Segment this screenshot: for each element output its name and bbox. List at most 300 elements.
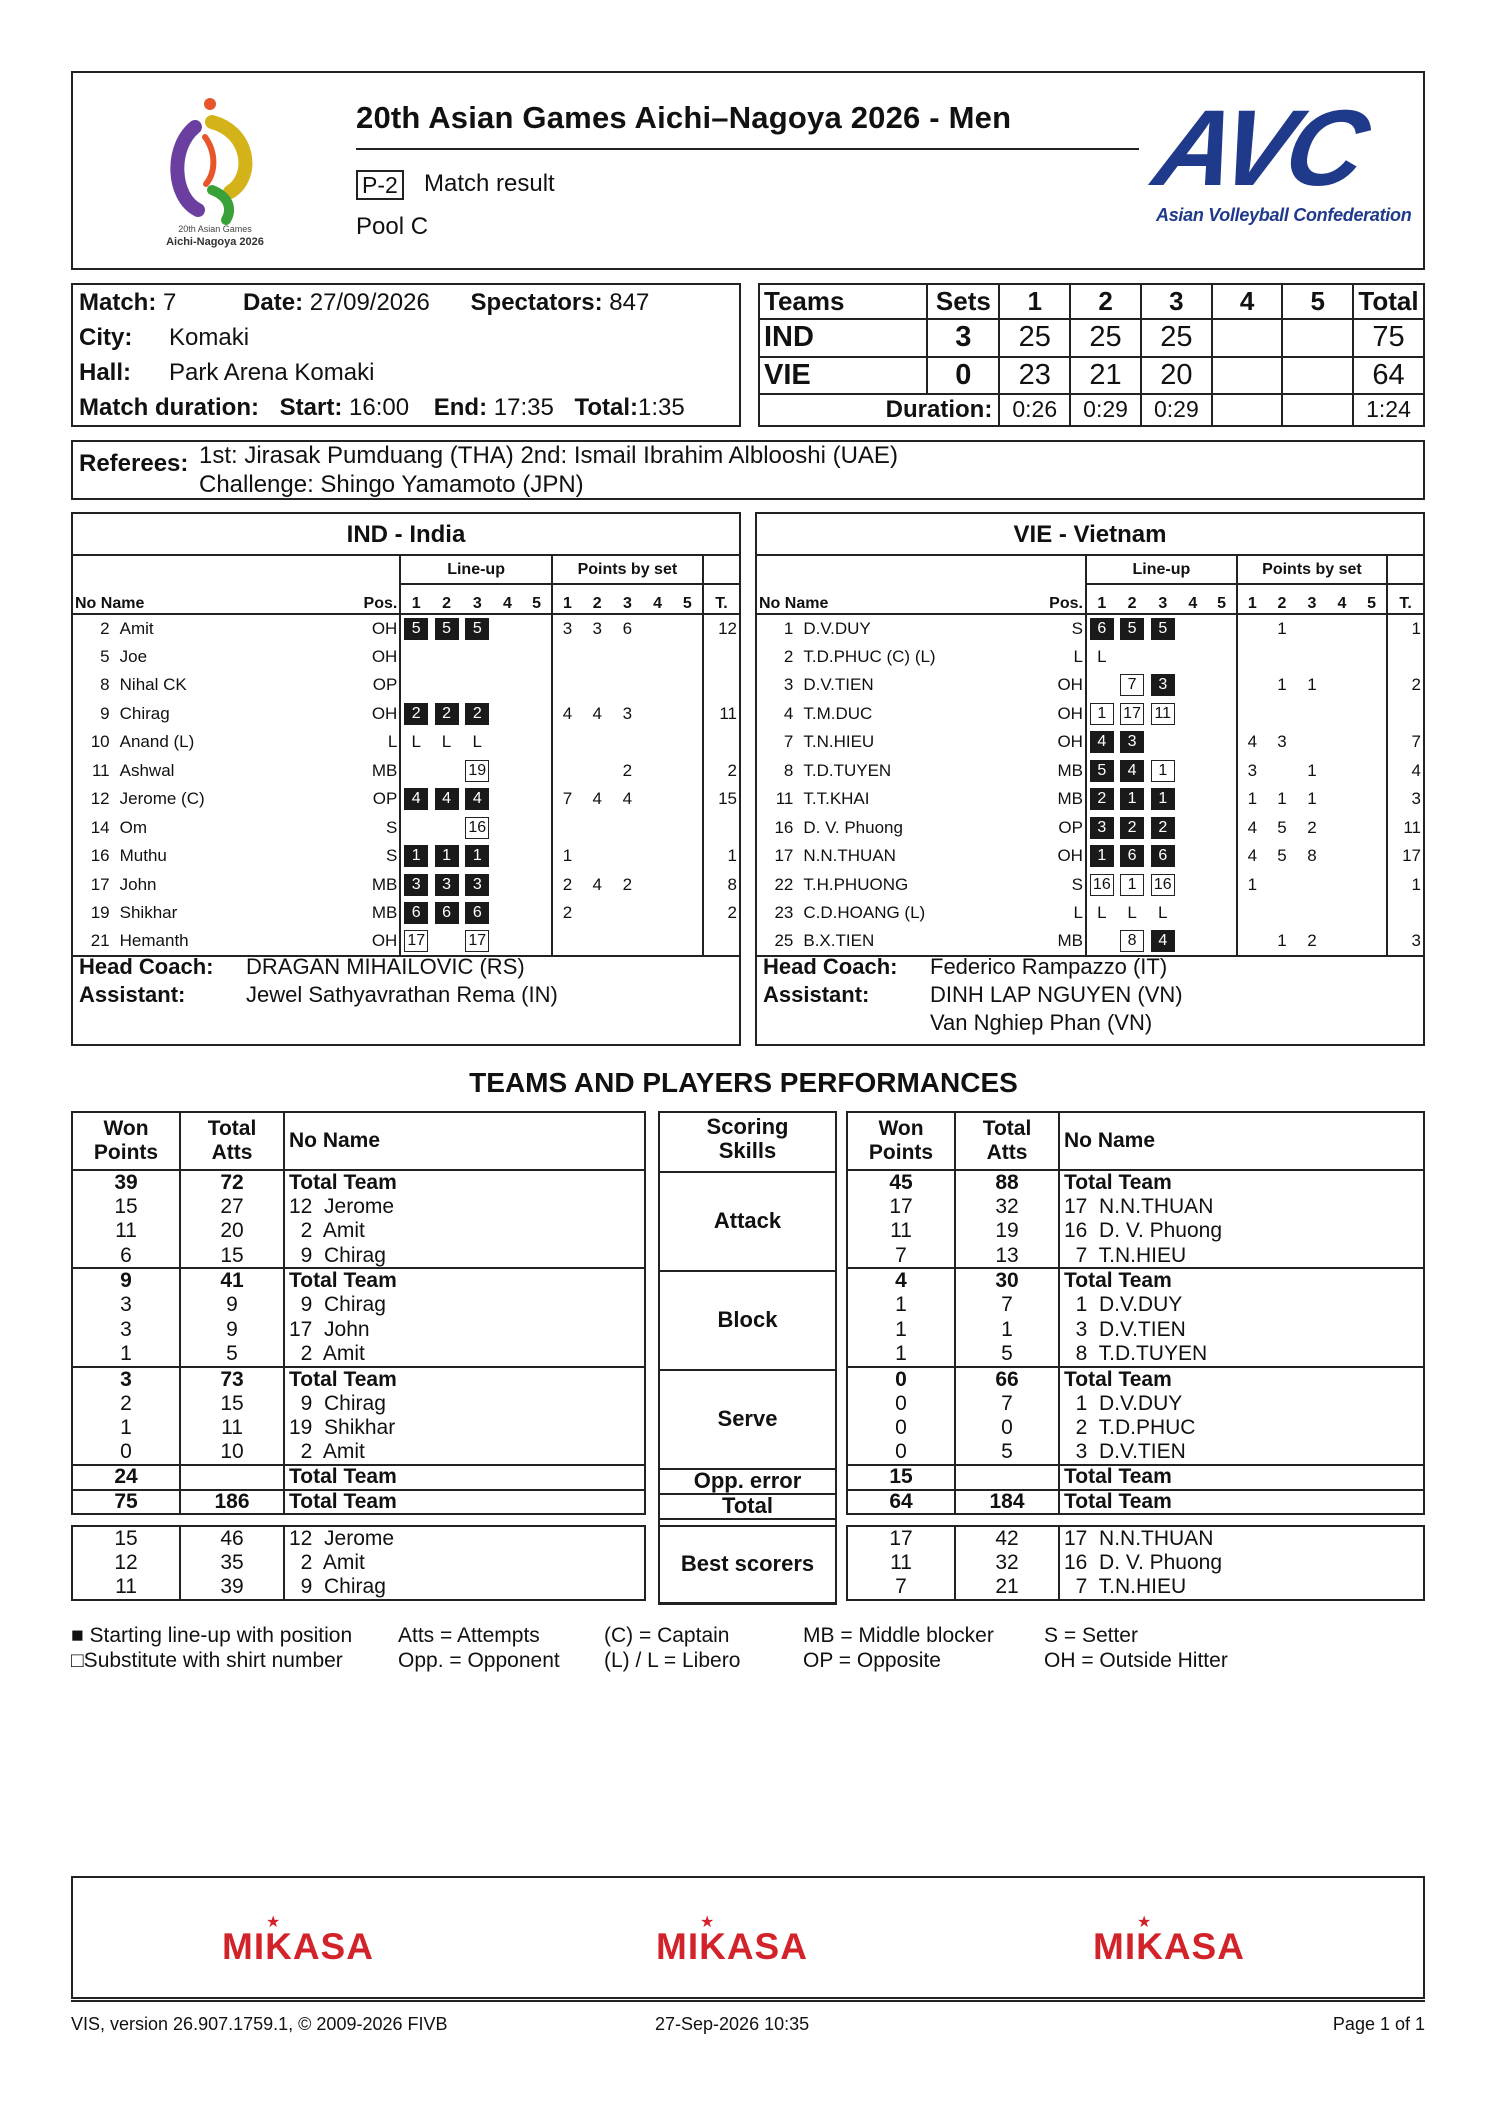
player-name: Ashwal xyxy=(119,760,175,780)
won-points: 24 xyxy=(72,1465,180,1490)
best-scorer-row xyxy=(72,1526,645,1551)
lineup-cell xyxy=(1207,899,1236,928)
lineup-cell xyxy=(493,899,523,928)
starting-position: 1 xyxy=(404,845,428,867)
sets-header-row xyxy=(759,284,1424,319)
player-or-team: Total Team xyxy=(284,1465,645,1490)
lineup-cell xyxy=(1178,842,1207,871)
player-position: S xyxy=(385,817,398,837)
substitute-number: 17 xyxy=(404,930,428,952)
perf-header-row xyxy=(847,1112,1424,1170)
lineup-cell xyxy=(1086,785,1117,814)
set-points: 5 xyxy=(1277,817,1287,837)
player-total-points xyxy=(703,671,739,700)
perf-row xyxy=(72,1293,645,1318)
won-points: 6 xyxy=(72,1244,180,1269)
player-number: 2 xyxy=(100,618,110,638)
lineup-cell xyxy=(1117,899,1148,928)
lineup-cell xyxy=(1086,643,1117,672)
lineup-cell xyxy=(1117,700,1148,729)
lineup-cell xyxy=(431,928,462,957)
roster-group-row xyxy=(757,556,1423,584)
won-points: 9 xyxy=(72,1268,180,1293)
lineup-cell xyxy=(1117,814,1148,843)
player-or-team: 2 T.D.PHUC xyxy=(1059,1416,1424,1441)
total-score: 64 xyxy=(1353,357,1424,394)
legend-item: ■ Starting line-up with position xyxy=(71,1624,353,1647)
lineup-cell xyxy=(431,614,462,643)
starting-position: 4 xyxy=(1090,731,1114,753)
player-row xyxy=(73,871,739,900)
avc-subtitle: Asian Volleyball Confederation xyxy=(1156,205,1412,225)
total-attempts: 0 xyxy=(955,1416,1059,1441)
player-row xyxy=(73,643,739,672)
legend-item: (C) = Captain xyxy=(604,1624,730,1647)
total-score: 75 xyxy=(1353,319,1424,356)
points-header: Points by set xyxy=(1237,556,1387,584)
logo-caption-1: 20th Asian Games xyxy=(178,224,252,234)
lineup-cell xyxy=(1178,643,1207,672)
set-points xyxy=(1357,871,1387,900)
lineup-header: Line-up xyxy=(1086,556,1237,584)
lineup-cell xyxy=(1207,928,1236,957)
starting-position: 2 xyxy=(404,703,428,725)
player-or-team: 9 Chirag xyxy=(284,1293,645,1318)
player-row xyxy=(757,728,1423,757)
set-points xyxy=(612,814,642,843)
lineup-cell xyxy=(1086,728,1117,757)
head-coach-label: Head Coach: xyxy=(79,954,214,979)
total-attempts: 11 xyxy=(180,1416,284,1441)
set-scores-table xyxy=(758,283,1425,427)
sets-header-2: 2 xyxy=(1070,284,1141,319)
set-duration: 0:29 xyxy=(1070,394,1141,426)
legend-item: (L) / L = Libero xyxy=(604,1649,741,1672)
best-scorer-row xyxy=(847,1526,1424,1551)
total-attempts: 5 xyxy=(955,1342,1059,1367)
set-points: 1 xyxy=(1307,760,1317,780)
lineup-cell xyxy=(1086,757,1117,786)
lineup-cell xyxy=(462,757,493,786)
substitute-number: 1 xyxy=(1090,703,1114,725)
lineup-cell xyxy=(522,728,552,757)
set-points xyxy=(612,728,642,757)
legend-item: □Substitute with shirt number xyxy=(71,1649,343,1672)
lineup-cell xyxy=(1086,814,1117,843)
lineup-cell xyxy=(1178,871,1207,900)
total-attempts: 7 xyxy=(955,1293,1059,1318)
sets-won: 3 xyxy=(927,319,999,356)
lineup-cell xyxy=(1178,671,1207,700)
referees-line-2: Challenge: Shingo Yamamoto (JPN) xyxy=(199,471,584,498)
lineup-header: Line-up xyxy=(400,556,552,584)
set-points xyxy=(1327,785,1357,814)
set-points xyxy=(643,700,673,729)
set-score: 21 xyxy=(1070,357,1141,394)
lineup-cell xyxy=(462,785,493,814)
performance-title: TEAMS AND PLAYERS PERFORMANCES xyxy=(469,1067,1018,1098)
sets-duration-row xyxy=(759,394,1424,426)
set-points xyxy=(1297,643,1327,672)
player-or-team: Total Team xyxy=(284,1170,645,1195)
set-points xyxy=(1327,757,1357,786)
player-number: 1 xyxy=(783,618,794,638)
header-line: Total xyxy=(207,1117,257,1140)
team-roster-vie xyxy=(755,512,1425,1046)
perf-row xyxy=(847,1490,1424,1515)
lineup-cell xyxy=(493,928,523,957)
lineup-cell xyxy=(462,671,493,700)
lineup-cell xyxy=(400,643,431,672)
sets-team-code: VIE xyxy=(759,357,927,394)
lineup-cell xyxy=(1086,899,1117,928)
city-value: Komaki xyxy=(169,324,250,351)
player-total-points: 2 xyxy=(1387,671,1423,700)
substitute-number: 19 xyxy=(465,760,489,782)
player-position: L xyxy=(387,732,398,752)
lineup-cell xyxy=(400,842,431,871)
best-scorers-label: Best scorers xyxy=(680,1551,815,1576)
lineup-cell xyxy=(493,728,523,757)
set-points xyxy=(1327,842,1357,871)
set-points: 2 xyxy=(1307,817,1317,837)
starting-position: 6 xyxy=(435,902,459,924)
won-points: 11 xyxy=(847,1219,955,1244)
lineup-cell xyxy=(522,671,552,700)
player-name: Shikhar xyxy=(119,903,178,923)
lineup-cell xyxy=(1086,614,1117,643)
set-points xyxy=(582,643,612,672)
header-line: Points xyxy=(868,1141,934,1164)
team-name: VIE - Vietnam xyxy=(757,514,1423,556)
starting-position: 1 xyxy=(1120,788,1144,810)
set-points: 2 xyxy=(622,760,633,780)
set-points xyxy=(1327,871,1357,900)
perf-row xyxy=(72,1416,645,1441)
lineup-cell xyxy=(400,614,431,643)
player-number: 23 xyxy=(774,903,794,923)
substitute-number: 17 xyxy=(1120,703,1144,725)
player-name: 9 Chirag xyxy=(284,1575,645,1600)
player-row xyxy=(757,928,1423,957)
lineup-set-header: 3 xyxy=(462,584,493,614)
won-points: 3 xyxy=(72,1293,180,1318)
total-label: Total: xyxy=(574,394,639,421)
set-points: 4 xyxy=(592,789,602,809)
player-number: 12 xyxy=(90,789,110,809)
won-points: 0 xyxy=(72,1441,180,1466)
total-header: T. xyxy=(703,584,739,614)
player-position: MB xyxy=(371,874,398,894)
total-time: 1:35 xyxy=(638,394,685,421)
set-points xyxy=(552,728,582,757)
lineup-cell xyxy=(1207,614,1236,643)
set-points xyxy=(552,928,582,957)
avc-logo: AVC xyxy=(1145,87,1373,208)
set-points xyxy=(643,842,673,871)
logo-sun-icon xyxy=(204,98,216,110)
player-position: OP xyxy=(1058,817,1083,837)
sets-header-5: 5 xyxy=(1282,284,1353,319)
player-position: OP xyxy=(372,789,398,809)
set-points xyxy=(643,728,673,757)
date-label: Date: xyxy=(243,289,304,316)
set-points xyxy=(1357,671,1387,700)
sets-header-total: Total xyxy=(1353,284,1424,319)
player-total-points xyxy=(1387,700,1423,729)
set-points xyxy=(1297,728,1327,757)
player-row xyxy=(73,614,739,643)
legend-col-4 xyxy=(803,1623,994,1673)
player-or-team: 2 Amit xyxy=(284,1219,645,1244)
won-points: 4 xyxy=(847,1268,955,1293)
total-attempts: 35 xyxy=(180,1551,284,1576)
won-points: 1 xyxy=(847,1318,955,1343)
set-scores-box xyxy=(758,283,1425,427)
header-line: Points xyxy=(93,1141,159,1164)
player-or-team: 3 D.V.TIEN xyxy=(1059,1441,1424,1466)
points-set-header: 4 xyxy=(643,584,673,614)
set-score xyxy=(1212,357,1283,394)
total-attempts: 39 xyxy=(180,1575,284,1600)
perf-row xyxy=(847,1391,1424,1416)
player-total-points: 1 xyxy=(1387,871,1423,900)
player-name: C.D.HOANG (L) xyxy=(803,903,926,923)
player-number: 17 xyxy=(90,874,110,894)
won-points: 64 xyxy=(847,1490,955,1515)
player-number: 21 xyxy=(90,931,110,951)
player-number: 11 xyxy=(775,789,794,809)
points-set-header: 2 xyxy=(582,584,612,614)
substitute-number: 1 xyxy=(1151,760,1175,782)
set-points: 1 xyxy=(552,842,582,871)
total-attempts: 30 xyxy=(955,1268,1059,1293)
player-name: Joe xyxy=(119,646,148,666)
lineup-cell xyxy=(1147,842,1178,871)
lineup-cell xyxy=(522,899,552,928)
set-points xyxy=(1237,671,1267,700)
lineup-cell xyxy=(400,871,431,900)
player-position: MB xyxy=(1057,931,1083,951)
assistant-name: Van Nghiep Phan (VN) xyxy=(930,1010,1153,1035)
lineup-cell xyxy=(400,757,431,786)
won-points: 2 xyxy=(72,1391,180,1416)
player-position: OH xyxy=(371,931,398,951)
player-name: Hemanth xyxy=(119,931,189,951)
player-total-points: 2 xyxy=(703,757,739,786)
lineup-cell xyxy=(462,871,493,900)
set-points xyxy=(612,671,642,700)
set-points xyxy=(1327,728,1357,757)
set-points xyxy=(1357,700,1387,729)
lineup-cell xyxy=(493,757,523,786)
header-line: Atts xyxy=(211,1141,253,1164)
set-points: 4 xyxy=(592,874,602,894)
lineup-cell xyxy=(493,785,523,814)
lineup-set-header: 2 xyxy=(1117,584,1148,614)
set-points xyxy=(1297,871,1327,900)
total-attempts: 21 xyxy=(955,1575,1059,1600)
player-total-points: 15 xyxy=(703,785,739,814)
lineup-cell xyxy=(1178,785,1207,814)
total-attempts: 15 xyxy=(180,1391,284,1416)
set-points: 4 xyxy=(552,700,582,729)
lineup-cell xyxy=(431,785,462,814)
set-points: 5 xyxy=(1277,846,1287,866)
set-points xyxy=(552,814,582,843)
player-row xyxy=(757,643,1423,672)
best-scorers-label-box xyxy=(658,1525,837,1604)
skills-divider xyxy=(660,1270,835,1272)
lineup-cell xyxy=(462,814,493,843)
player-or-team: Total Team xyxy=(1059,1367,1424,1392)
set-score: 25 xyxy=(999,319,1070,356)
best-scorer-row xyxy=(72,1575,645,1600)
player-position: OH xyxy=(1057,675,1083,695)
sponsor-name: MIKASA xyxy=(1093,1926,1245,1967)
end-label: End: xyxy=(433,394,488,421)
roster-table xyxy=(757,556,1423,957)
won-points-header xyxy=(847,1112,955,1170)
set-points xyxy=(1237,643,1267,672)
sets-header-3: 3 xyxy=(1141,284,1212,319)
set-points xyxy=(1327,814,1357,843)
sets-header-sets: Sets xyxy=(927,284,999,319)
won-points: 11 xyxy=(847,1551,955,1576)
set-points xyxy=(1357,842,1387,871)
lineup-cell xyxy=(522,757,552,786)
lineup-cell xyxy=(1117,671,1148,700)
hall-label: Hall: xyxy=(79,359,132,386)
referees-box xyxy=(71,440,1425,500)
starting-position: 3 xyxy=(435,874,459,896)
set-points xyxy=(1357,728,1387,757)
total-attempts: 13 xyxy=(955,1244,1059,1269)
set-points xyxy=(673,871,703,900)
perf-row xyxy=(847,1170,1424,1195)
lineup-cell xyxy=(400,785,431,814)
lineup-cell xyxy=(462,700,493,729)
header-line: Atts xyxy=(986,1141,1028,1164)
set-points: 3 xyxy=(1237,757,1267,786)
total-atts-header xyxy=(955,1112,1059,1170)
legend-col-1 xyxy=(71,1623,352,1673)
points-header: Points by set xyxy=(552,556,703,584)
legend-col-3 xyxy=(604,1623,740,1673)
player-number: 16 xyxy=(90,846,110,866)
sponsor-name: MIKASA xyxy=(656,1926,808,1967)
player-position: OH xyxy=(371,646,398,666)
total-attempts: 186 xyxy=(180,1490,284,1515)
player-row xyxy=(757,814,1423,843)
player-position: OH xyxy=(371,618,398,638)
event-title: 20th Asian Games Aichi–Nagoya 2026 - Men xyxy=(356,100,1012,135)
total-attempts: 72 xyxy=(180,1170,284,1195)
player-name: T.M.DUC xyxy=(803,703,873,723)
lineup-cell xyxy=(1147,785,1178,814)
starting-position: 2 xyxy=(1151,817,1175,839)
assistant-name: Jewel Sathyavrathan Rema (IN) xyxy=(246,982,558,1007)
head-coach-name: Federico Rampazzo (IT) xyxy=(930,954,1168,979)
set-points xyxy=(1237,899,1267,928)
player-or-team: 9 Chirag xyxy=(284,1244,645,1269)
lineup-cell xyxy=(1147,728,1178,757)
player-row xyxy=(73,928,739,957)
sets-row-ind xyxy=(759,319,1424,356)
player-row xyxy=(757,871,1423,900)
starting-position: 6 xyxy=(1151,845,1175,867)
perf-row xyxy=(72,1219,645,1244)
won-points: 12 xyxy=(72,1551,180,1576)
set-points xyxy=(582,728,612,757)
set-points xyxy=(1357,785,1387,814)
player-number: 4 xyxy=(783,703,794,723)
player-total-points: 3 xyxy=(1387,928,1423,957)
header-line: Won xyxy=(878,1117,924,1140)
player-name: T.D.PHUC (C) (L) xyxy=(803,646,936,666)
total-attempts xyxy=(180,1465,284,1490)
perf-row xyxy=(847,1318,1424,1343)
player-name: D.V.DUY xyxy=(803,618,871,638)
won-points: 15 xyxy=(72,1195,180,1220)
set-points xyxy=(673,785,703,814)
skill-total: Total xyxy=(722,1493,773,1518)
perf-row xyxy=(72,1244,645,1269)
match-info-row-3 xyxy=(79,359,374,387)
won-points: 1 xyxy=(847,1293,955,1318)
head-coach-label: Head Coach: xyxy=(763,954,898,979)
match-date: 27/09/2026 xyxy=(309,289,430,316)
player-position: OH xyxy=(1057,703,1083,723)
name-header: No Name xyxy=(1059,1112,1424,1170)
footer-version: VIS, version 26.907.1759.1, © 2009-2026 FIVB xyxy=(71,2014,448,2034)
total-attempts: 19 xyxy=(955,1219,1059,1244)
player-position: MB xyxy=(371,760,398,780)
set-points: 1 xyxy=(1277,618,1287,638)
player-or-team: 19 Shikhar xyxy=(284,1416,645,1441)
lineup-cell xyxy=(400,671,431,700)
player-name: T.D.TUYEN xyxy=(803,760,892,780)
player-number: 5 xyxy=(100,646,110,666)
player-name: 17 N.N.THUAN xyxy=(1059,1526,1424,1551)
set-score xyxy=(1282,319,1353,356)
set-points xyxy=(1357,643,1387,672)
skills-divider xyxy=(660,1369,835,1371)
total-attempts: 10 xyxy=(180,1441,284,1466)
player-or-team: 1 D.V.DUY xyxy=(1059,1391,1424,1416)
lineup-cell xyxy=(431,671,462,700)
performance-table-right xyxy=(846,1111,1425,1515)
player-name: Nihal CK xyxy=(119,675,187,695)
lineup-set-header: 3 xyxy=(1147,584,1178,614)
lineup-cell xyxy=(1178,899,1207,928)
lineup-cell xyxy=(431,899,462,928)
player-number: 11 xyxy=(91,760,110,780)
sets-header-1: 1 xyxy=(999,284,1070,319)
won-points: 17 xyxy=(847,1195,955,1220)
set-points xyxy=(1357,928,1387,957)
legend-item: Atts = Attempts xyxy=(398,1624,540,1647)
set-points xyxy=(643,871,673,900)
set-score: 23 xyxy=(999,357,1070,394)
skill-attack: Attack xyxy=(713,1208,782,1233)
set-points xyxy=(643,785,673,814)
set-score: 20 xyxy=(1141,357,1212,394)
skills-header-line2: Skills xyxy=(718,1138,777,1163)
player-position: OH xyxy=(1057,732,1083,752)
spectators-count: 847 xyxy=(609,289,650,316)
player-position: OH xyxy=(371,703,398,723)
